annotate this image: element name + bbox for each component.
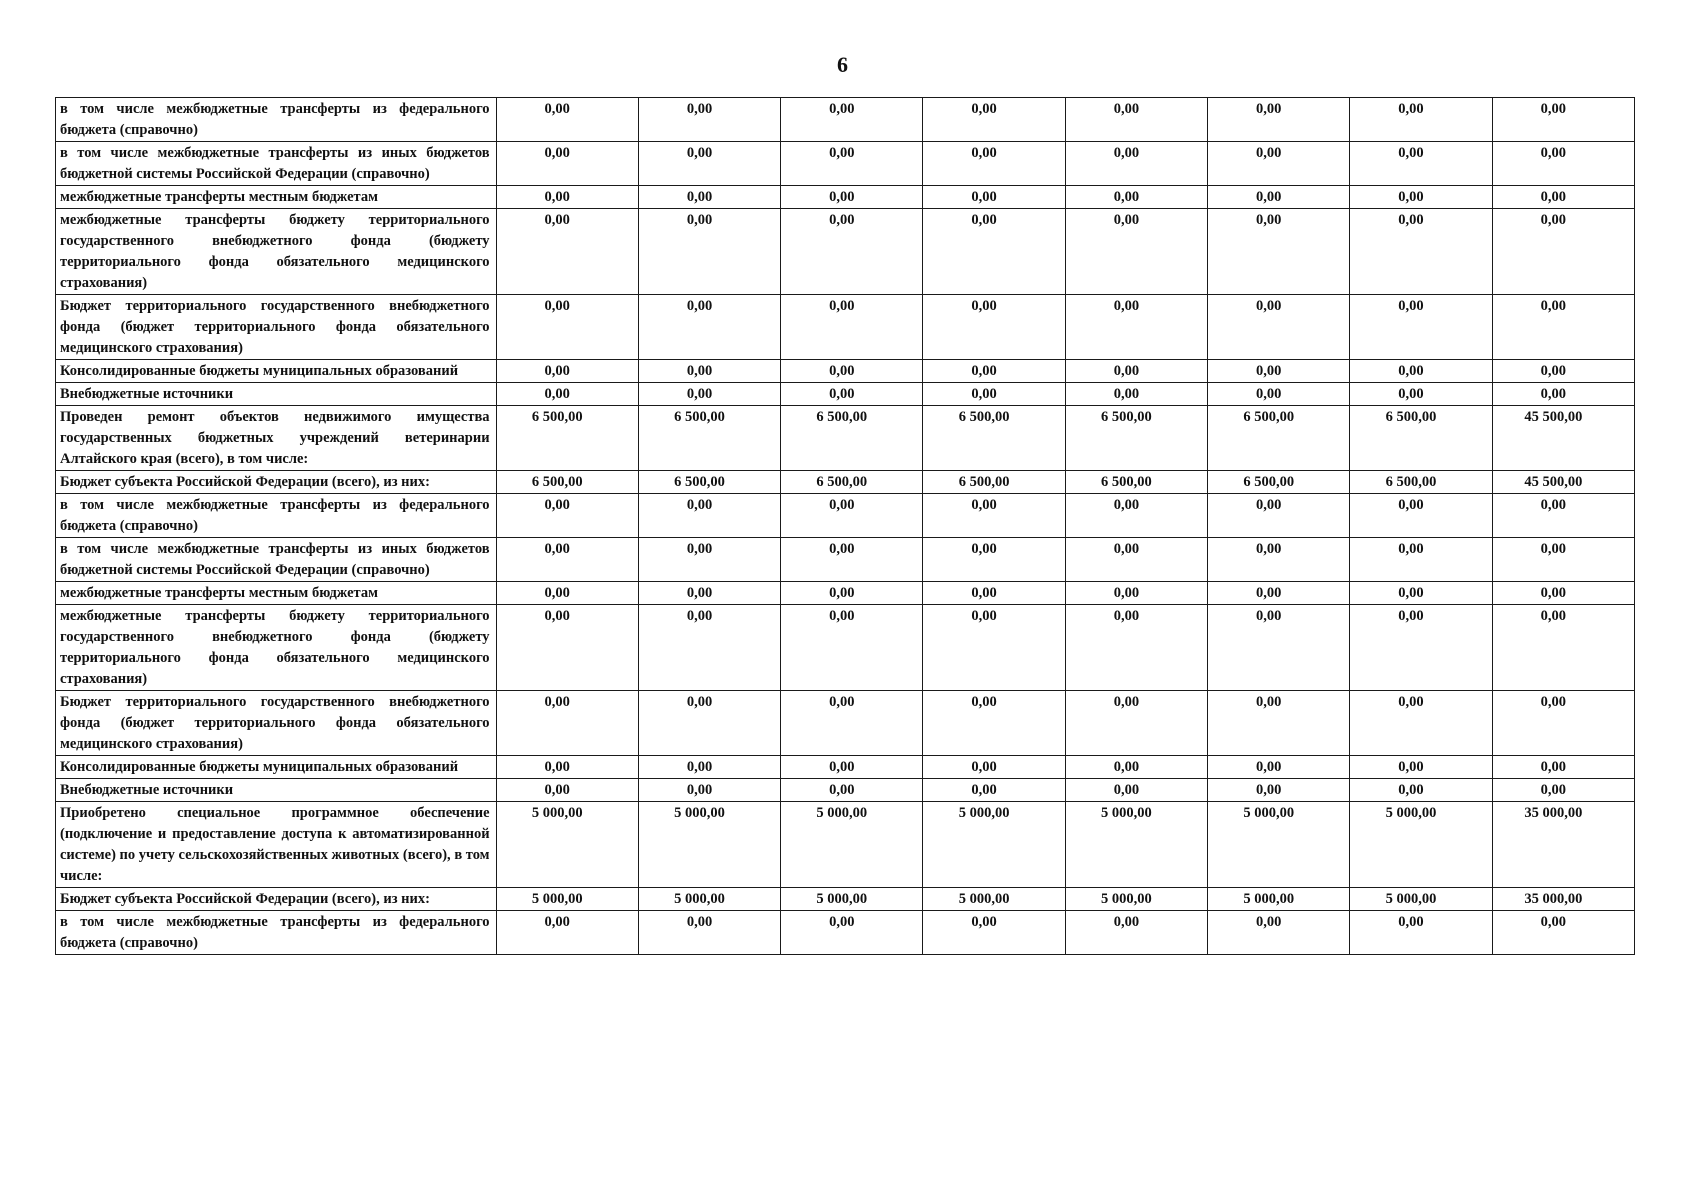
- row-value: 0,00: [1350, 295, 1492, 360]
- row-value: 0,00: [496, 779, 638, 802]
- row-value: 0,00: [1065, 538, 1207, 582]
- row-value: 0,00: [1208, 538, 1350, 582]
- row-value: 0,00: [1492, 691, 1634, 756]
- row-value: 6 500,00: [1208, 471, 1350, 494]
- row-value: 5 000,00: [638, 888, 780, 911]
- row-label: Проведен ремонт объектов недвижимого имущества государственных бюджетных учреждений ветеринарии Алтайского края (всего), в том числе:: [56, 406, 497, 471]
- row-value: 0,00: [1350, 538, 1492, 582]
- row-value: 0,00: [496, 383, 638, 406]
- table-row: [56, 779, 1635, 802]
- row-value: 0,00: [1208, 911, 1350, 955]
- row-value: 0,00: [496, 756, 638, 779]
- table-row: [56, 360, 1635, 383]
- table-row: [56, 802, 1635, 888]
- row-value: 0,00: [1065, 186, 1207, 209]
- row-value: 0,00: [923, 295, 1065, 360]
- row-value: 0,00: [1350, 582, 1492, 605]
- row-value: 0,00: [781, 209, 923, 295]
- row-label: Бюджет субъекта Российской Федерации (всего), из них:: [56, 471, 497, 494]
- row-value: 0,00: [1208, 98, 1350, 142]
- row-value: 6 500,00: [1350, 471, 1492, 494]
- table-row: [56, 406, 1635, 471]
- row-value: 0,00: [1492, 142, 1634, 186]
- row-value: 35 000,00: [1492, 888, 1634, 911]
- row-value: 6 500,00: [1350, 406, 1492, 471]
- row-value: 0,00: [638, 383, 780, 406]
- row-value: 0,00: [1492, 605, 1634, 691]
- row-value: 0,00: [496, 98, 638, 142]
- row-value: 0,00: [781, 360, 923, 383]
- row-value: 6 500,00: [496, 471, 638, 494]
- row-value: 0,00: [1350, 209, 1492, 295]
- row-value: 5 000,00: [923, 802, 1065, 888]
- row-value: 0,00: [1492, 756, 1634, 779]
- row-value: 0,00: [1350, 142, 1492, 186]
- row-value: 6 500,00: [923, 471, 1065, 494]
- row-value: 0,00: [923, 209, 1065, 295]
- table-row: [56, 98, 1635, 142]
- row-value: 0,00: [638, 295, 780, 360]
- row-value: 5 000,00: [781, 802, 923, 888]
- row-value: 0,00: [638, 605, 780, 691]
- row-value: 0,00: [923, 756, 1065, 779]
- row-value: 6 500,00: [496, 406, 638, 471]
- table-row: [56, 295, 1635, 360]
- row-value: 0,00: [1492, 383, 1634, 406]
- row-label: Консолидированные бюджеты муниципальных образований: [56, 360, 497, 383]
- row-label: Бюджет территориального государственного внебюджетного фонда (бюджет территориального фонда обязательного медицинского страхования): [56, 295, 497, 360]
- row-value: 0,00: [1350, 360, 1492, 383]
- row-value: 0,00: [638, 98, 780, 142]
- row-value: 5 000,00: [638, 802, 780, 888]
- row-value: 5 000,00: [781, 888, 923, 911]
- row-value: 6 500,00: [781, 406, 923, 471]
- row-value: 0,00: [923, 691, 1065, 756]
- row-value: 0,00: [1065, 911, 1207, 955]
- row-value: 0,00: [638, 691, 780, 756]
- row-value: 0,00: [1065, 142, 1207, 186]
- row-label: межбюджетные трансферты местным бюджетам: [56, 186, 497, 209]
- row-value: 0,00: [1065, 779, 1207, 802]
- row-value: 0,00: [923, 494, 1065, 538]
- row-value: 0,00: [1350, 779, 1492, 802]
- row-value: 0,00: [923, 98, 1065, 142]
- row-value: 0,00: [781, 582, 923, 605]
- table-row: [56, 691, 1635, 756]
- row-label: межбюджетные трансферты бюджету территориального государственного внебюджетного фонда (бюджету территориального фонда обязательного медицинского страхования): [56, 605, 497, 691]
- row-value: 0,00: [638, 911, 780, 955]
- row-value: 0,00: [638, 756, 780, 779]
- row-value: 0,00: [1208, 691, 1350, 756]
- row-value: 45 500,00: [1492, 471, 1634, 494]
- row-value: 0,00: [1065, 98, 1207, 142]
- row-label: Приобретено специальное программное обеспечение (подключение и предоставление доступа к автоматизированной системе) по учету сельскохозяйственных животных (всего), в том числе:: [56, 802, 497, 888]
- row-value: 0,00: [923, 142, 1065, 186]
- table-row: [56, 383, 1635, 406]
- row-value: 0,00: [923, 582, 1065, 605]
- table-row: [56, 888, 1635, 911]
- row-value: 0,00: [638, 360, 780, 383]
- row-value: 0,00: [1208, 360, 1350, 383]
- row-value: 0,00: [781, 142, 923, 186]
- row-label: в том числе межбюджетные трансферты из иных бюджетов бюджетной системы Российской Федерации (справочно): [56, 142, 497, 186]
- row-value: 0,00: [1065, 295, 1207, 360]
- row-value: 0,00: [1350, 186, 1492, 209]
- row-label: в том числе межбюджетные трансферты из федерального бюджета (справочно): [56, 494, 497, 538]
- row-value: 0,00: [1065, 756, 1207, 779]
- table-body: [56, 98, 1635, 955]
- row-value: 6 500,00: [923, 406, 1065, 471]
- table-row: [56, 142, 1635, 186]
- row-value: 5 000,00: [1350, 888, 1492, 911]
- table-row: [56, 911, 1635, 955]
- row-value: 0,00: [1350, 98, 1492, 142]
- row-value: 0,00: [638, 538, 780, 582]
- table-row: [56, 186, 1635, 209]
- row-value: 5 000,00: [496, 802, 638, 888]
- row-value: 6 500,00: [781, 471, 923, 494]
- row-value: 0,00: [1350, 494, 1492, 538]
- row-value: 0,00: [1208, 605, 1350, 691]
- row-value: 0,00: [923, 779, 1065, 802]
- row-value: 0,00: [496, 209, 638, 295]
- row-value: 0,00: [923, 911, 1065, 955]
- row-value: 0,00: [496, 605, 638, 691]
- row-value: 0,00: [1492, 360, 1634, 383]
- row-value: 0,00: [923, 360, 1065, 383]
- row-value: 0,00: [638, 494, 780, 538]
- row-label: Внебюджетные источники: [56, 779, 497, 802]
- row-value: 0,00: [1208, 209, 1350, 295]
- row-value: 0,00: [1065, 494, 1207, 538]
- row-value: 0,00: [1492, 295, 1634, 360]
- table-row: [56, 209, 1635, 295]
- row-value: 0,00: [496, 494, 638, 538]
- row-value: 0,00: [638, 209, 780, 295]
- row-value: 6 500,00: [638, 406, 780, 471]
- row-value: 0,00: [1208, 186, 1350, 209]
- row-value: 5 000,00: [496, 888, 638, 911]
- row-label: в том числе межбюджетные трансферты из федерального бюджета (справочно): [56, 98, 497, 142]
- table-row: [56, 605, 1635, 691]
- budget-table: [55, 97, 1635, 955]
- row-value: 5 000,00: [1350, 802, 1492, 888]
- row-value: 6 500,00: [1208, 406, 1350, 471]
- row-value: 0,00: [1492, 494, 1634, 538]
- row-label: межбюджетные трансферты бюджету территориального государственного внебюджетного фонда (бюджету территориального фонда обязательного медицинского страхования): [56, 209, 497, 295]
- row-value: 0,00: [1492, 582, 1634, 605]
- row-value: 0,00: [1350, 911, 1492, 955]
- row-value: 0,00: [781, 691, 923, 756]
- row-value: 0,00: [781, 538, 923, 582]
- row-value: 0,00: [496, 582, 638, 605]
- row-value: 5 000,00: [1065, 888, 1207, 911]
- row-value: 0,00: [1350, 691, 1492, 756]
- row-value: 0,00: [1208, 383, 1350, 406]
- row-value: 0,00: [781, 494, 923, 538]
- row-value: 6 500,00: [1065, 471, 1207, 494]
- row-value: 45 500,00: [1492, 406, 1634, 471]
- row-value: 5 000,00: [923, 888, 1065, 911]
- row-value: 0,00: [1208, 756, 1350, 779]
- row-value: 6 500,00: [638, 471, 780, 494]
- row-value: 0,00: [1208, 494, 1350, 538]
- row-value: 0,00: [1065, 605, 1207, 691]
- row-value: 0,00: [781, 383, 923, 406]
- row-value: 0,00: [923, 186, 1065, 209]
- row-label: в том числе межбюджетные трансферты из федерального бюджета (справочно): [56, 911, 497, 955]
- row-value: 0,00: [1492, 911, 1634, 955]
- row-value: 0,00: [1492, 538, 1634, 582]
- row-value: 0,00: [1350, 756, 1492, 779]
- row-value: 0,00: [1208, 779, 1350, 802]
- row-value: 0,00: [496, 911, 638, 955]
- page-number: 6: [837, 52, 848, 77]
- row-value: 0,00: [781, 911, 923, 955]
- row-value: 0,00: [496, 691, 638, 756]
- row-value: 0,00: [638, 779, 780, 802]
- row-value: 0,00: [1065, 383, 1207, 406]
- row-value: 0,00: [1065, 360, 1207, 383]
- row-value: 0,00: [923, 538, 1065, 582]
- row-value: 0,00: [1065, 209, 1207, 295]
- row-label: Бюджет субъекта Российской Федерации (всего), из них:: [56, 888, 497, 911]
- row-label: в том числе межбюджетные трансферты из иных бюджетов бюджетной системы Российской Федерации (справочно): [56, 538, 497, 582]
- table-row: [56, 538, 1635, 582]
- row-value: 0,00: [781, 295, 923, 360]
- row-value: 0,00: [1208, 295, 1350, 360]
- table-row: [56, 471, 1635, 494]
- row-value: 0,00: [923, 383, 1065, 406]
- row-value: 6 500,00: [1065, 406, 1207, 471]
- row-value: 0,00: [1492, 98, 1634, 142]
- row-value: 5 000,00: [1208, 888, 1350, 911]
- row-value: 0,00: [496, 186, 638, 209]
- row-label: Внебюджетные источники: [56, 383, 497, 406]
- row-value: 0,00: [638, 142, 780, 186]
- row-label: межбюджетные трансферты местным бюджетам: [56, 582, 497, 605]
- row-value: 0,00: [1492, 186, 1634, 209]
- row-value: 0,00: [1350, 383, 1492, 406]
- row-value: 0,00: [1065, 582, 1207, 605]
- row-value: 0,00: [496, 295, 638, 360]
- table-row: [56, 494, 1635, 538]
- row-value: 0,00: [496, 142, 638, 186]
- row-value: 0,00: [1350, 605, 1492, 691]
- row-value: 0,00: [1492, 209, 1634, 295]
- row-value: 0,00: [781, 605, 923, 691]
- row-value: 0,00: [781, 186, 923, 209]
- row-value: 0,00: [496, 538, 638, 582]
- row-value: 0,00: [781, 779, 923, 802]
- row-value: 5 000,00: [1208, 802, 1350, 888]
- row-value: 0,00: [638, 186, 780, 209]
- row-value: 0,00: [638, 582, 780, 605]
- row-value: 0,00: [781, 756, 923, 779]
- row-value: 0,00: [496, 360, 638, 383]
- row-value: 0,00: [1492, 779, 1634, 802]
- row-value: 0,00: [1065, 691, 1207, 756]
- row-value: 0,00: [781, 98, 923, 142]
- row-label: Консолидированные бюджеты муниципальных образований: [56, 756, 497, 779]
- row-value: 5 000,00: [1065, 802, 1207, 888]
- row-value: 0,00: [923, 605, 1065, 691]
- table-row: [56, 756, 1635, 779]
- row-label: Бюджет территориального государственного внебюджетного фонда (бюджет территориального фонда обязательного медицинского страхования): [56, 691, 497, 756]
- row-value: 35 000,00: [1492, 802, 1634, 888]
- row-value: 0,00: [1208, 142, 1350, 186]
- table-row: [56, 582, 1635, 605]
- row-value: 0,00: [1208, 582, 1350, 605]
